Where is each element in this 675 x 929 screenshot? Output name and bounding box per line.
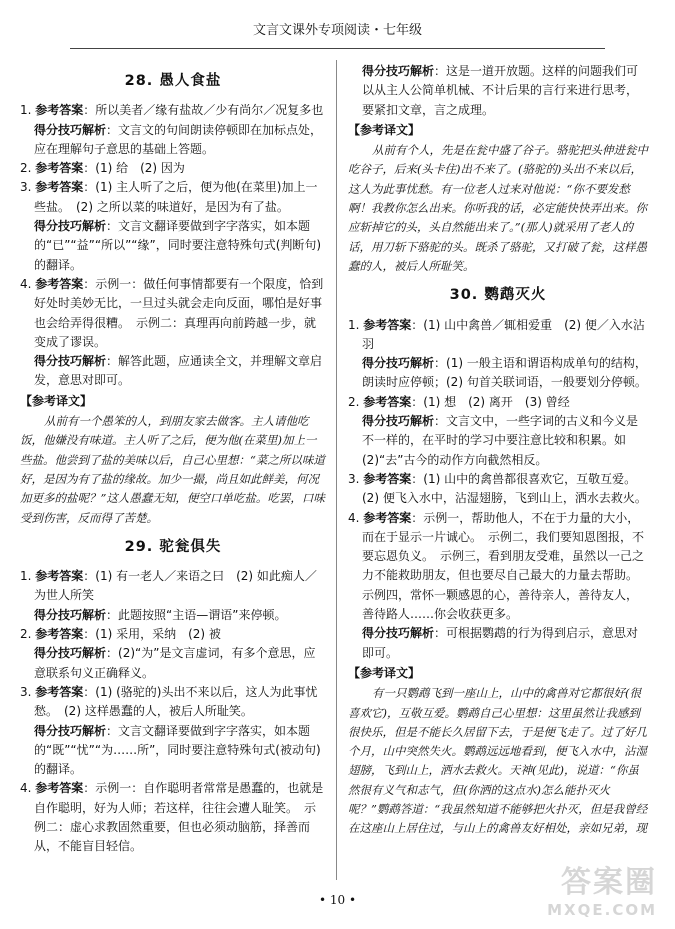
answer-item: 3. 参考答案：(1) 山中的禽兽都很喜欢它，互敬互爱。 (2) 便飞入水中，沾湿翅膀，飞到山上，洒水去救火。 xyxy=(348,471,647,506)
answer-item: 1. 参考答案：(1) 有一老人／来语之曰 (2) 如此痴人／为世人所笑 xyxy=(20,569,317,603)
tip-item: 得分技巧解析：文言文的句间朗读停顿即在加标点处，应在理解句子意思的基础上答题。 xyxy=(34,122,323,156)
tip-item: 得分技巧解析：文言文翻译要做到字字落实，如本题的“既”“忧”“为……所”，同时要注意特殊句式(被动句)的翻译。 xyxy=(34,723,321,777)
tip-item: 得分技巧解析：解答此题，应通读全文，并理解文章启发，意思对即可。 xyxy=(34,354,323,388)
tip-item: 得分技巧解析：(2)“为”是文言虚词，有多个意思，应意联系句义正确释义。 xyxy=(34,646,316,680)
watermark-line2: MXQE.COM xyxy=(547,901,657,919)
left-column xyxy=(20,62,326,857)
page-number: • 10 • xyxy=(318,893,357,907)
answer-item: 3. 参考答案：(1) 主人听了之后，便为他(在菜里)加上一些盐。 (2) 之所以菜的味道好，是因为有了盐。 xyxy=(20,180,318,214)
answer-item: 1. 参考答案：所以美者／缘有盐故／少有尚尔／况复多也 xyxy=(20,103,324,118)
answer-item: 2. 参考答案：(1) 给 (2) 因为 xyxy=(20,161,185,176)
tip-item: 得分技巧解析：可根据鹦鹉的行为得到启示，意思对即可。 xyxy=(362,626,639,660)
answer-label: 参考答案 xyxy=(35,103,84,118)
section-title-29: 29. 驼瓮俱失 xyxy=(124,538,222,555)
watermark-line1: 答案圈 xyxy=(561,865,657,900)
translation-text: 有一只鹦鹉飞到一座山上，山中的禽兽对它都很好(很喜欢它)，互敬互爱。鹦鹉自己心里想：这里虽然让我感到很快乐，但是不能长久居留下去，于是便飞走了。过了好几个月，山中突然失火。鹦鹉远远地看到，便飞入水中，沾湿翅膀，飞到山上，洒水去救火。天神(见此)，说道：“你虽然很有义气和志气，但(你洒的这点水)怎么能扑灭火呢？”鹦鹉答道：“我虽然知道不能够把火扑灭，但是我曾经在这座山上居住过，与山上的禽兽友好相处，亲如兄弟，现 xyxy=(348,686,648,836)
tip-item: 得分技巧解析：文言文中，一些字词的古义和今义是不一样的，在平时的学习中要注意比较和积累。如(2)“去”古今的动作方向截然相反。 xyxy=(362,414,639,467)
reference-translation-heading: 【参考译文】 xyxy=(20,393,93,408)
header-title: 文言文课外专项阅读・七年级 xyxy=(252,23,422,38)
answer-item: 2. 参考答案：(1) 采用，采纳 (2) 被 xyxy=(20,627,221,642)
tip-item: 得分技巧解析：这是一道开放题。这样的问题我们可以从主人公简单机械、不计后果的言行来进行思考，要紧扣文章，言之成理。 xyxy=(362,64,639,117)
section-title-30: 30. 鹦鹉灭火 xyxy=(449,287,547,304)
answer-item: 1. 参考答案：(1) 山中禽兽／辄相爱重 (2) 便／入水沾羽 xyxy=(348,317,645,351)
tip-item: 得分技巧解析：文言文翻译要做到字字落实，如本题的“已”“益”“所以”“缘”，同时要注意特殊句式(判断句)的翻译。 xyxy=(34,219,322,272)
tip-item: 得分技巧解析：(1) 一般主语和谓语构成单句的结构，朗读时应停顿；(2) 句首关联词语，一般要划分停顿。 xyxy=(362,356,647,390)
reference-translation-heading: 【参考译文】 xyxy=(348,665,421,680)
tip-label: 得分技巧解析 xyxy=(34,122,107,137)
watermark-logo xyxy=(547,857,657,919)
right-column xyxy=(348,62,648,839)
answer-item: 4. 参考答案：示例一：自作聪明者常常是愚蠢的，也就是自作聪明，好为人师；若这样，往往会遭人耻笑。 示例二：虚心求教固然重要，但也必须动脑筋，择善而从，不能盲目轻信。 xyxy=(20,781,324,854)
translation-text: 从前有个人，先是在瓮中盛了谷子。骆驼把头伸进瓮中吃谷子，后来(头卡住)出不来了。(骆驼的)头出不来以后，这人为此事忧愁。有一位老人过来对他说：“你不要发愁啊！我教你怎么出来。你听我的话，必定能快快弄出来。你应斩掉它的头，头自然能出来了。”(那人)就采用了老人的话，用刀斩下骆驼的头。既杀了骆驼，又打破了瓮，这样愚蠢的人，被后人所耻笑。 xyxy=(348,143,648,273)
tip-item: 得分技巧解析：此题按照“主语—谓语”来停顿。 xyxy=(34,607,287,622)
answer-item: 4. 参考答案：示例一，帮助他人，不在于力量的大小，而在于显示一片诚心。 示例二，我们要知恩图报，不要忘恩负义。 示例三，看到朋友受难，虽然以一己之力不能救助朋友，但也要尽自己最大的力量去帮助。 示例四，常怀一颗感恩的心，善待亲人，善待友人，善待路人……你会收获更多。 xyxy=(348,510,645,622)
translation-text: 从前有一个愚笨的人，到朋友家去做客。主人请他吃饭，他嫌没有味道。主人听了之后，便为他(在菜里)加上一些盐。他尝到了盐的美味以后，自己心里想：“菜之所以味道好，是因为有了盐的缘故。加少一撮，尚且如此鲜美，何况加更多的盐呢？”这人愚蠢无知，便空口单吃盐。吃罢，口味受到伤害，反而得了苦楚。 xyxy=(20,414,325,525)
page-header xyxy=(70,18,605,49)
reference-translation-heading: 【参考译文】 xyxy=(348,122,421,137)
section-title-28: 28. 愚人食盐 xyxy=(124,73,222,89)
answer-item: 3. 参考答案：(1) (骆驼的)头出不来以后，这人为此事忧愁。 (2) 这样愚蠢的人，被后人所耻笑。 xyxy=(20,684,318,719)
answer-item: 4. 参考答案：示例一：做任何事情都要有一个限度，恰到好处时美妙无比，一旦过头就会走向反面，哪怕是好事也会给弄得很糟。 示例二：真理再向前跨越一步，就变成了谬误。 xyxy=(20,276,324,349)
answer-item: 2. 参考答案：(1) 想 (2) 离开 (3) 曾经 xyxy=(348,394,570,409)
column-divider xyxy=(336,60,337,880)
